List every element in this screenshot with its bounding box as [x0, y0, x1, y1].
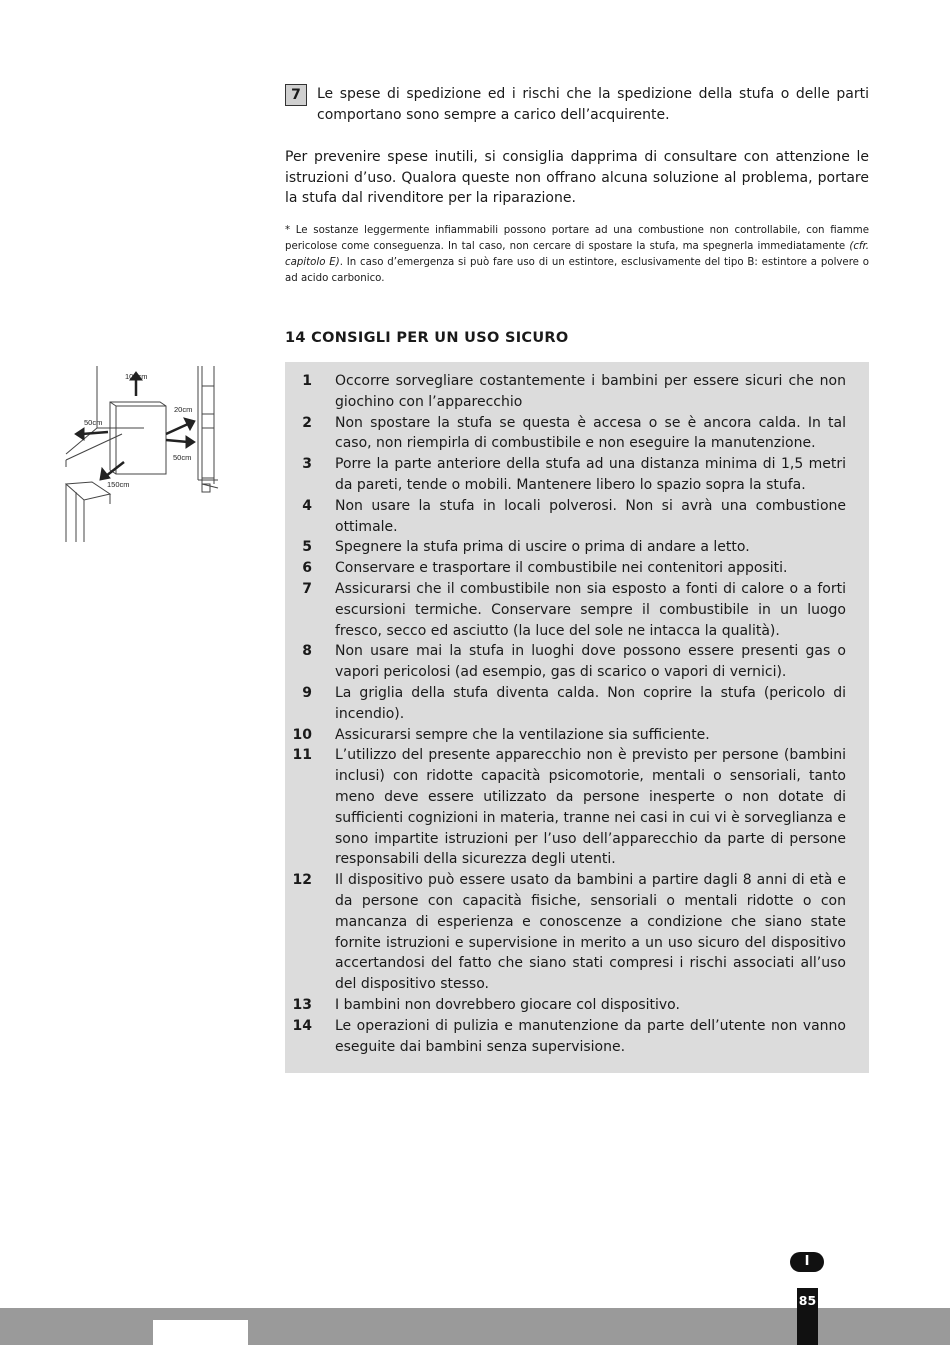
stove-clearance-diagram	[62, 362, 232, 547]
item-text: Assicurarsi che il combustibile non sia esposto a fonti di calore o a forti escursioni termiche. Conservare sempre il combustibile in un luogo fresco, secco ed asciutto (la luce del sole ne intacca la qualità).	[335, 580, 846, 639]
item-text: Spegnere la stufa prima di uscire o prima di andare a letto.	[335, 539, 750, 556]
item-text: Non usare mai la stufa in luoghi dove possono essere presenti gas o vapori pericolosi (ad esempio, gas di scarico o vapori di vernici).	[335, 643, 846, 681]
item-text: Non spostare la stufa se questa è accesa o se è ancora calda. In tal caso, non riempirla di combustibile e non eseguire la manutenzione.	[335, 414, 846, 452]
list-item	[285, 725, 869, 746]
label-right-top-clearance: 20cm	[174, 405, 193, 414]
list-item	[285, 641, 869, 683]
item-number: 8	[302, 643, 312, 660]
list-item	[285, 371, 869, 413]
item-text: L’utilizzo del presente apparecchio non è previsto per persone (bambini inclusi) con ridotte capacità psicomotorie, mentali o sensoriali, tanto meno deve essere utilizzato da persone inesperte o non dotate di sufficienti cognizioni in materia, tranne nei casi in cui vi è sorveglianza e sono impartite istruzioni per l’uso dell’apparecchio da parte di persone responsabili della sicurezza degli utenti.	[335, 747, 846, 868]
list-item	[285, 558, 869, 579]
page-number: 85	[797, 1288, 818, 1345]
item-text: I bambini non dovrebbero giocare col dispositivo.	[335, 996, 680, 1013]
item-text: Conservare e trasportare il combustibile nei contenitori appositi.	[335, 560, 788, 577]
section-title: 14 CONSIGLI PER UN USO SICURO	[285, 330, 569, 346]
advice-paragraph: Per prevenire spese inutili, si consiglia dapprima di consultare con attenzione le istruzioni d’uso. Qualora queste non offrano alcuna soluzione al problema, portare la stufa dal rivenditore per la riparazione.	[285, 149, 869, 206]
list-item	[285, 745, 869, 870]
footnote	[285, 223, 869, 287]
item-number: 11	[292, 747, 312, 764]
item-number: 1	[302, 373, 312, 389]
item-text: Assicurarsi sempre che la ventilazione sia sufficiente.	[335, 726, 710, 743]
list-item	[285, 683, 869, 725]
item-number: 10	[292, 726, 312, 743]
item-text: La griglia della stufa diventa calda. Non coprire la stufa (pericolo di incendio).	[335, 684, 846, 722]
item-number: 12	[292, 872, 312, 889]
footer-white-block	[153, 1320, 248, 1345]
item-number: 3	[302, 456, 312, 473]
item-number: 13	[292, 996, 312, 1013]
label-left-clearance: 50cm	[84, 418, 103, 427]
item-text: Le operazioni di pulizia e manutenzione da parte dell’utente non vanno eseguite dai bambini senza supervisione.	[335, 1017, 846, 1055]
item-number: 5	[302, 539, 312, 556]
list-item	[285, 995, 869, 1016]
language-badge: I	[790, 1252, 824, 1272]
footnote-reference: (cfr. capitolo E)	[285, 241, 869, 268]
list-item	[285, 870, 869, 995]
item-number: 6	[302, 560, 312, 577]
item-text: Occorre sorvegliare costantemente i bambini per essere sicuri che non giochino con l’apparecchio	[335, 373, 846, 410]
list-item	[285, 413, 869, 455]
list-item	[285, 537, 869, 558]
item-number: 4	[302, 497, 312, 514]
item-7-text: Le spese di spedizione ed i rischi che la spedizione della stufa o delle parti comportano sono sempre a carico dell’acquirente.	[317, 86, 869, 123]
item-7-number-box: 7	[285, 84, 307, 106]
item-text: Il dispositivo può essere usato da bambini a partire dagli 8 anni di età e da persone con capacità fisiche, sensoriali o mentali ridotte o con mancanza di esperienza e conoscenze a condizione che siano state fornite istruzioni e supervisione in merito a un uso sicuro del dispositivo accertandosi del fatto che siano stati compresi i rischi associati all’uso del dispositivo stesso.	[335, 872, 846, 993]
item-text: Porre la parte anteriore della stufa ad una distanza minima di 1,5 metri da pareti, tende o mobili. Mantenere libero lo spazio sopra la stufa.	[335, 456, 846, 493]
safety-list	[285, 371, 869, 1057]
footnote-part1: * Le sostanze leggermente infiammabili possono portare ad una combustione non controllabile, con fiamme pericolose come conseguenza. In tal caso, non cercare di spostare la stufa, ma spegnerla immediatamente	[285, 225, 869, 252]
item-number: 14	[292, 1017, 312, 1034]
clearance-illustration	[62, 362, 232, 547]
label-right-bottom-clearance: 50cm	[173, 453, 192, 462]
list-item	[285, 1016, 869, 1058]
list-item	[285, 496, 869, 538]
label-top-clearance: 100cm	[125, 372, 148, 381]
item-number: 7	[302, 580, 312, 597]
footnote-part3: . In caso d’emergenza si può fare uso di un estintore, esclusivamente del tipo B: estintore a polvere o ad acido carbonico.	[285, 257, 869, 284]
list-item	[285, 454, 869, 496]
list-item	[285, 579, 869, 641]
item-text: Non usare la stufa in locali polverosi. Non si avrà una combustione ottimale.	[335, 497, 846, 535]
item-number: 9	[302, 684, 312, 701]
item-7	[285, 84, 869, 126]
item-number: 2	[302, 414, 312, 431]
label-front-clearance: 150cm	[107, 480, 130, 489]
